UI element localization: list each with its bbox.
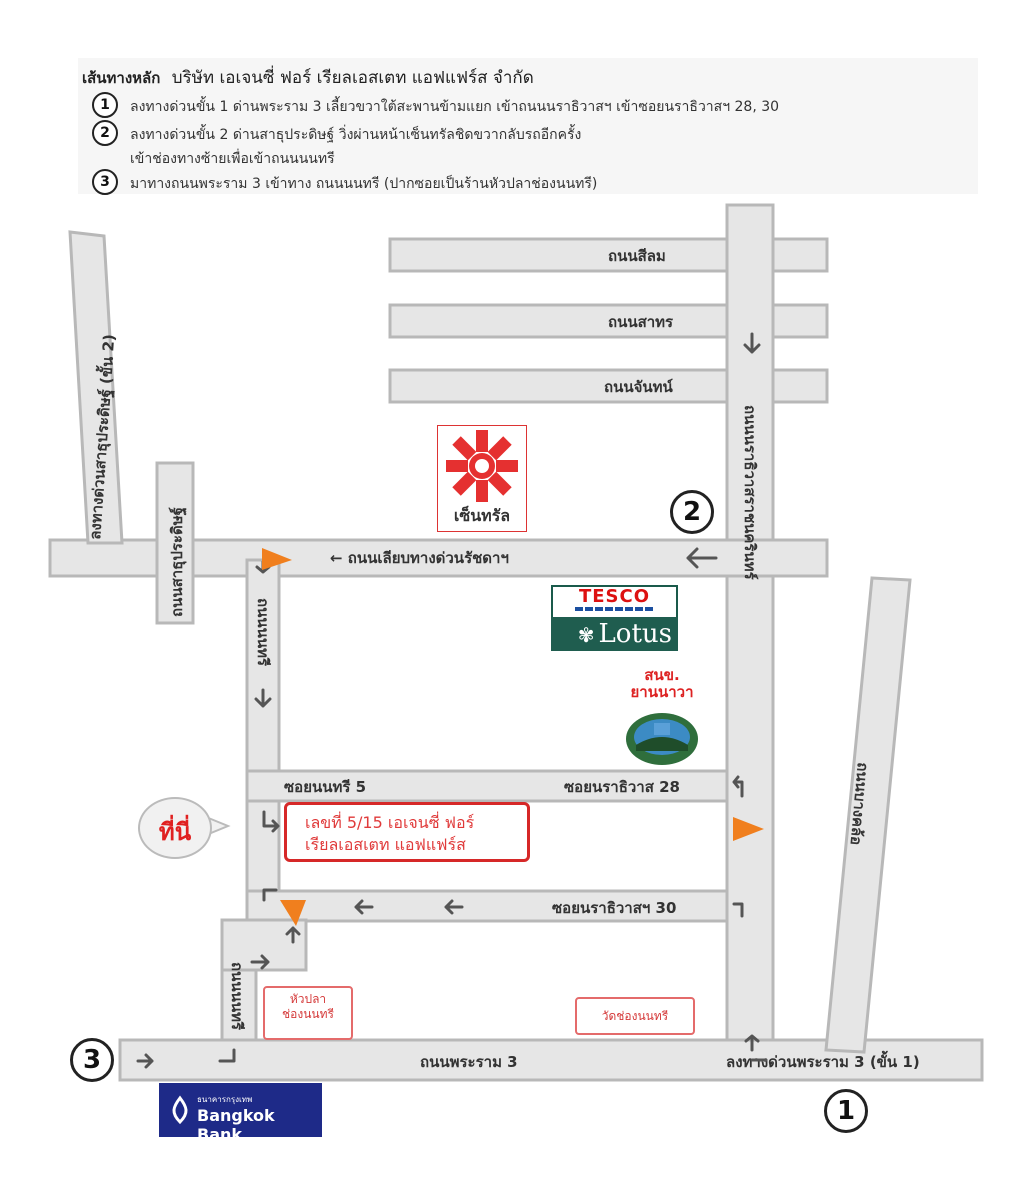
route-2-text-cont: เข้าช่องทางซ้ายเพื่อเข้าถนนนนทรี [130,151,335,167]
huaplaa-line-2: ช่องนนทรี [282,1007,334,1021]
route-1-number: 1 [92,92,118,118]
label-chan: ถนนจันทน์ [604,378,673,396]
route-2-number: 2 [92,120,118,146]
marker-1: 1 [824,1089,868,1133]
road-narathiwat [727,205,773,1065]
tesco-lotus-logo [551,585,678,651]
address-box [284,802,530,862]
address-line-1: เลขที่ 5/15 เอเจนซี่ ฟอร์ [305,813,475,832]
company-name: บริษัท เอเจนซี่ ฟอร์ เรียลเอสเตท แอฟแฟร์ส จำกัด [171,68,534,88]
wat-box [575,997,695,1035]
label-rama3: ถนนพระราม 3 [420,1053,518,1071]
central-logo [437,425,527,532]
here-bubble [138,797,212,859]
wat-label: วัดช่องนนทรี [601,1009,669,1023]
lotus-label: Lotus [598,619,672,649]
marker-2: 2 [670,490,714,534]
huaplaa-box [263,986,353,1040]
tesco-stripes [575,607,654,611]
lotus-flower-icon: ✾ [577,623,595,647]
police-emblem-icon [612,701,712,767]
central-sun-icon [438,426,526,506]
tesco-brand: TESCO [578,586,651,607]
address-line-2: เรียลเอสเตท แอฟแฟร์ส [305,835,466,854]
central-label: เซ็นทรัล [453,506,511,525]
label-bypass: ← ถนนเลียบทางด่วนรัชดาฯ [330,549,509,567]
police-station [612,667,712,767]
label-soi-nara30: ซอยนราธิวาสฯ 30 [552,899,677,917]
directions-heading: เส้นทางหลัก [82,69,161,87]
route-3-text: มาทางถนนพระราม 3 เข้าทาง ถนนนนทรี (ปากซอยเป็นร้านหัวปลาช่องนนทรี) [130,176,598,192]
huaplaa-line-1: หัวปลา [289,992,327,1006]
marker-3: 3 [70,1038,114,1082]
route-3-number: 3 [92,169,118,195]
label-rama3-exit: ลงทางด่วนพระราม 3 (ขั้น 1) [726,1053,920,1071]
lotus-bar [551,617,678,651]
label-sathupradit-exit: ลงทางด่วนสาธุประดิษฐ์ (ขั้น 2) [86,333,119,541]
label-narathiwat: ถนนนราธิวาสราชนครินทร์ [741,405,759,580]
label-sathorn: ถนนสาทร [608,313,674,331]
bangkok-bank-logo [159,1083,322,1144]
route-2-text: ลงทางด่วนขั้น 2 ด่านสาธุประดิษฐ์ วิ่งผ่านหน้าเซ็นทรัลชิดขวากลับรถอีกครั้ง [130,127,582,143]
bank-lotus-icon [165,1095,195,1125]
label-nonsi-lower: ถนนนนทรี [228,962,246,1031]
here-label: ที่นี่ [158,818,192,846]
bank-eng-label: Bangkok Bank [197,1106,275,1144]
police-line-2: ยานนาวา [630,683,694,701]
bank-thai-label: ธนาคารกรุงเทพ [197,1095,253,1104]
label-sathupradit: ถนนสาธุประดิษฐ์ [168,507,186,617]
label-bangkhlo: ถนนบางคล้อ [846,761,872,846]
police-line-1: สนข. [644,666,680,684]
label-soi-nara28: ซอยนราธิวาส 28 [564,778,680,796]
tesco-top [551,585,678,617]
label-nonsi: ถนนนนทรี [254,598,272,667]
label-silom: ถนนสีลม [608,247,666,265]
route-1-text: ลงทางด่วนขั้น 1 ด่านพระราม 3 เลี้ยวขวาใต้สะพานข้ามแยก เข้าถนนนราธิวาสฯ เข้าซอยนราธิวาสฯ 28, 30 [130,99,780,115]
label-soi-nonsi5: ซอยนนทรี 5 [284,778,367,796]
